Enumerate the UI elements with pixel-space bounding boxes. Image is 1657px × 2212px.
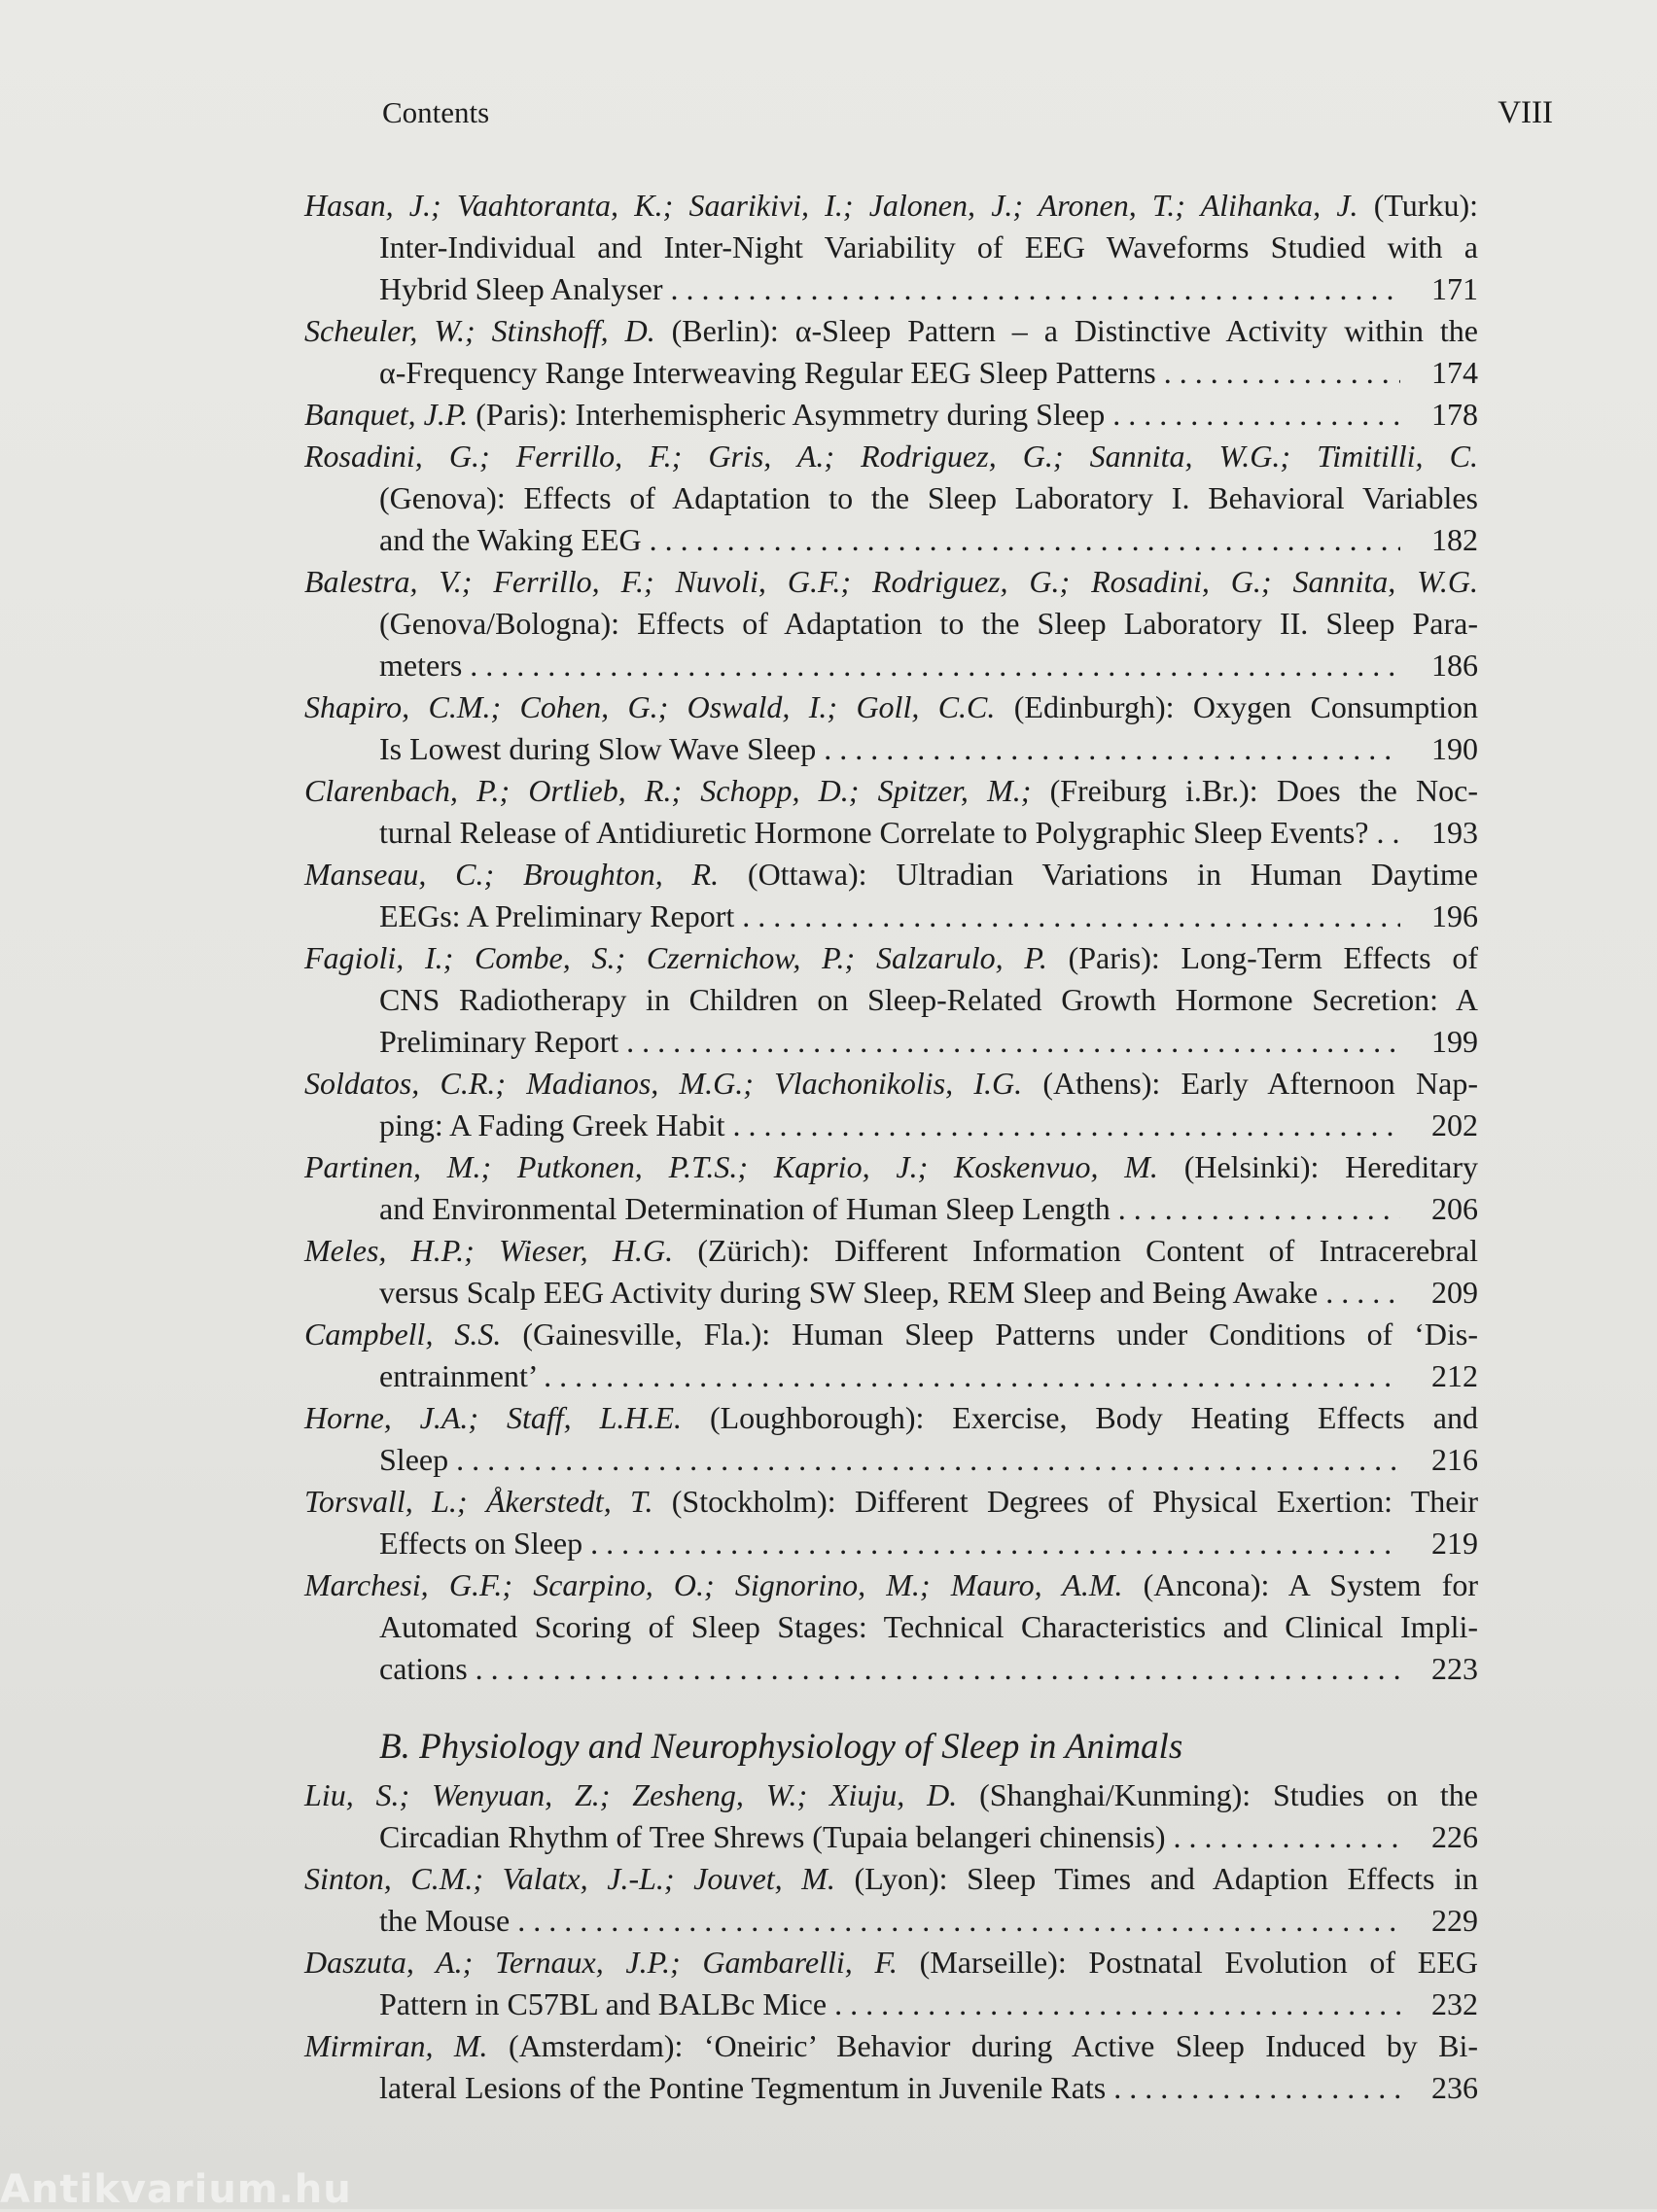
entry-last-text: the Mouse . . . [379,1900,1400,1942]
entry-last-line [304,1984,1478,2025]
entry-title-start: (Zürich): Different Information Content of Intracerebral [673,1233,1478,1268]
entry-first-line [304,937,1478,979]
entry-title-start: (Shanghai/Kunming): Studies on the [957,1777,1479,1812]
running-head-label: Contents [382,95,490,129]
entry-first-line [304,1858,1478,1900]
entry-first-line [304,2025,1478,2067]
entry-first-line [304,561,1478,603]
entry-first-line [304,770,1478,812]
entry-page-number: 199 [1431,1024,1478,1059]
toc-entry [304,937,1478,1063]
entry-authors: Partinen, M.; Putkonen, P.T.S.; Kaprio, J.; Koskenvuo, M. [304,1149,1158,1184]
entry-continuation-text: Inter-Individual and Inter-Night Variability of EEG Waveforms Studied with a [379,229,1478,264]
entry-last-text: α-Frequency Range Interweaving Regular EEG Sleep Patterns . . . [379,352,1400,394]
entry-title-start: (Amsterdam): ‘Oneiric’ Behavior during Active Sleep Induced by Bi- [487,2028,1479,2063]
entry-authors: Balestra, V.; Ferrillo, F.; Nuvoli, G.F.; Rodriguez, G.; Rosadini, G.; Sannita, W.G. [304,564,1478,599]
toc-entry [304,854,1478,937]
entry-page-number: 193 [1431,815,1478,850]
table-of-contents [304,185,1478,2109]
entry-title-start: (Paris): Long-Term Effects of [1046,940,1479,975]
entry-title-start: (Marseille): Postnatal Evolution of EEG [897,1945,1479,1980]
entry-last-text: ping: A Fading Greek Habit . . . [379,1105,1400,1146]
entry-authors: Fagioli, I.; Combe, S.; Czernichow, P.; Salzarulo, P. [304,940,1047,975]
entry-last-line [304,352,1478,394]
entry-last-line [304,1272,1478,1314]
entry-last-text: Effects on Sleep . . . [379,1523,1400,1564]
entry-first-line-text [304,1564,1478,1606]
entry-title-start: (Freiburg i.Br.): Does the Noc- [1031,773,1479,808]
entry-title-start: (Gainesville, Fla.): Human Sleep Patterns under Conditions of ‘Dis- [501,1317,1479,1352]
entry-last-line [304,1523,1478,1564]
entry-last-line [304,1648,1478,1690]
entry-first-line-text [304,937,1478,979]
entry-page-number: 182 [1431,522,1478,557]
entry-title-start: (Ottawa): Ultradian Variations in Human Daytime [719,857,1479,892]
entry-authors: Scheuler, W.; Stinshoff, D. [304,313,655,348]
entry-first-line [304,1063,1478,1105]
entry-continuation-line [304,603,1478,645]
entry-authors: Sinton, C.M.; Valatx, J.-L.; Jouvet, M. [304,1861,835,1896]
entry-first-line-text [304,1858,1478,1900]
entry-last-text: meters . . . [379,645,1400,686]
page-folio: VIII [1498,95,1553,130]
entry-last-line [304,812,1478,854]
entry-authors: Horne, J.A.; Staff, L.H.E. [304,1400,683,1435]
section-heading-b: B. Physiology and Neurophysiology of Sleep in Animals [379,1727,1183,1767]
entry-title-start: (Loughborough): Exercise, Body Heating Effects and [682,1400,1479,1435]
entry-authors: Liu, S.; Wenyuan, Z.; Zesheng, W.; Xiuju, D. [304,1777,958,1812]
entry-first-line [304,1230,1478,1272]
entry-last-line [304,2067,1478,2109]
toc-entry [304,1063,1478,1146]
entry-page-number: 171 [1431,271,1478,306]
toc-entry [304,1397,1478,1481]
entry-last-text: lateral Lesions of the Pontine Tegmentum in Juvenile Rats . . . [379,2067,1400,2109]
entry-last-line [304,728,1478,770]
entry-page-number: 202 [1431,1107,1478,1142]
toc-entry [304,1230,1478,1314]
entry-last-line [304,895,1478,937]
entry-last-text: entrainment’ . . . [379,1355,1400,1397]
entry-authors: Hasan, J.; Vaahtoranta, K.; Saarikivi, I.; Jalonen, J.; Aronen, T.; Alihanka, J. [304,188,1358,223]
entry-first-line-text [304,394,1400,436]
entry-last-text: cations . . . [379,1648,1400,1690]
entry-page-number: 236 [1431,2070,1478,2105]
entry-title-start: (Stockholm): Different Degrees of Physical Exertion: Their [652,1484,1479,1519]
watermark: Antikvarium.hu [0,2167,352,2212]
entry-first-line-text [304,1481,1478,1523]
entry-last-text: versus Scalp EEG Activity during SW Sleep, REM Sleep and Being Awake . . . [379,1272,1400,1314]
entry-last-text: Pattern in C57BL and BALBc Mice . . . [379,1984,1400,2025]
entry-page-number: 216 [1431,1442,1478,1477]
entry-page-number: 206 [1431,1191,1478,1226]
entry-page-number: 186 [1431,648,1478,683]
entry-authors: Torsvall, L.; Åkerstedt, T. [304,1484,653,1519]
entry-page-number: 229 [1431,1903,1478,1938]
toc-entries-section-a [304,185,1478,1690]
entry-first-line-text [304,770,1478,812]
entry-last-text: Is Lowest during Slow Wave Sleep . . . [379,728,1400,770]
entry-page-number: 223 [1431,1651,1478,1686]
entry-authors: Campbell, S.S. [304,1317,502,1352]
toc-entry [304,1942,1478,2025]
entry-page-number: 212 [1431,1358,1478,1393]
entry-first-line-text [304,310,1478,352]
entry-continuation-line [304,477,1478,519]
entry-authors: Clarenbach, P.; Ortlieb, R.; Schopp, D.; Spitzer, M.; [304,773,1032,808]
toc-entry [304,394,1478,436]
entry-last-line [304,1439,1478,1481]
entry-last-text: Preliminary Report . . . [379,1021,1400,1063]
entry-last-text: Circadian Rhythm of Tree Shrews (Tupaia belangeri chinensis) . . . [379,1816,1400,1858]
entry-last-line [304,1188,1478,1230]
toc-entry [304,686,1478,770]
entry-title-start: (Turku): [1357,188,1479,223]
entry-page-number: 174 [1431,355,1478,390]
entry-last-line [304,1355,1478,1397]
entry-title-start: (Lyon): Sleep Times and Adaption Effects in [834,1861,1479,1896]
entry-title-start: (Ancona): A System for [1122,1567,1478,1602]
entry-last-line [304,1816,1478,1858]
entry-last-line [304,268,1478,310]
entry-last-text: and Environmental Determination of Human Sleep Length . . . [379,1188,1400,1230]
toc-entry [304,1146,1478,1230]
entry-page-number: 190 [1431,731,1478,766]
entry-continuation-line [304,1606,1478,1648]
entry-first-line-text [304,2025,1478,2067]
entry-first-line-text [304,1314,1478,1355]
entry-last-line [304,1105,1478,1146]
entry-page-number: 219 [1431,1526,1478,1561]
entry-continuation-text: (Genova): Effects of Adaptation to the Sleep Laboratory I. Behavioral Variables [379,480,1478,515]
entry-authors: Meles, H.P.; Wieser, H.G. [304,1233,674,1268]
entry-first-line-text [304,1063,1478,1105]
entry-authors: Daszuta, A.; Ternaux, J.P.; Gambarelli, F. [304,1945,898,1980]
entry-authors: Marchesi, G.F.; Scarpino, O.; Signorino, M.; Mauro, A.M. [304,1567,1123,1602]
toc-entry [304,1564,1478,1690]
entry-last-line [304,1021,1478,1063]
entry-first-line [304,1314,1478,1355]
entry-authors: Rosadini, G.; Ferrillo, F.; Gris, A.; Rodriguez, G.; Sannita, W.G.; Timitilli, C. [304,439,1478,474]
entry-authors: Mirmiran, M. [304,2028,488,2063]
toc-entry [304,561,1478,686]
entry-authors: Banquet, J.P. [304,397,469,432]
entry-page-number: 196 [1431,898,1478,933]
entry-title-start: (Helsinki): Hereditary [1157,1149,1479,1184]
entry-first-line-text [304,1230,1478,1272]
entry-last-text: turnal Release of Antidiuretic Hormone Correlate to Polygraphic Sleep Events? . . . [379,812,1400,854]
entry-first-line [304,1774,1478,1816]
entry-last-text: and the Waking EEG . . . [379,519,1400,561]
toc-entry [304,1774,1478,1858]
entry-first-line-text [304,185,1478,227]
entry-first-line [304,436,1478,477]
entry-first-line-text [304,436,1478,477]
entry-page-number: 226 [1431,1819,1478,1854]
entry-first-line [304,185,1478,227]
entry-page-number: 178 [1431,397,1478,432]
entry-last-line [304,1900,1478,1942]
entry-continuation-line [304,227,1478,268]
entry-first-line-text [304,1774,1478,1816]
entry-continuation-text: (Genova/Bologna): Effects of Adaptation to the Sleep Laboratory II. Sleep Para- [379,606,1478,641]
entry-continuation-text: Automated Scoring of Sleep Stages: Technical Characteristics and Clinical Impli- [379,1609,1478,1644]
entry-title-start: (Berlin): α-Sleep Pattern – a Distinctive Activity within the [654,313,1479,348]
entry-first-line-text [304,1942,1478,1984]
entry-first-line [304,1564,1478,1606]
toc-entry [304,1314,1478,1397]
entry-first-line [304,1942,1478,1984]
toc-entry [304,2025,1478,2109]
entry-first-line [304,854,1478,895]
entry-first-line [304,1397,1478,1439]
entry-continuation-line [304,979,1478,1021]
entry-title-start: (Athens): Early Afternoon Nap- [1022,1066,1479,1101]
entry-first-line [304,310,1478,352]
entry-page-number: 209 [1431,1275,1478,1310]
entry-title-start: (Paris): Interhemispheric Asymmetry during Sleep [468,397,1106,432]
entry-first-line-text [304,1146,1478,1188]
toc-entry [304,185,1478,310]
entry-first-line-text [304,854,1478,895]
entry-last-line [304,645,1478,686]
toc-entry [304,310,1478,394]
toc-entry [304,770,1478,854]
entry-last-text: Hybrid Sleep Analyser . . . [379,268,1400,310]
toc-entry [304,1858,1478,1942]
entry-first-line-text [304,686,1478,728]
entry-first-line [304,1146,1478,1188]
entry-first-line [304,686,1478,728]
toc-entries-section-b [304,1774,1478,2109]
toc-entry [304,1481,1478,1564]
entry-page-number: 232 [1431,1986,1478,2021]
entry-title-start: (Edinburgh): Oxygen Consumption [995,689,1479,724]
entry-first-line [304,394,1478,436]
entry-authors: Shapiro, C.M.; Cohen, G.; Oswald, I.; Goll, C.C. [304,689,996,724]
entry-first-line-text [304,561,1478,603]
entry-continuation-text: CNS Radiotherapy in Children on Sleep-Related Growth Hormone Secretion: A [379,982,1478,1017]
entry-authors: Soldatos, C.R.; Madianos, M.G.; Vlachonikolis, I.G. [304,1066,1023,1101]
entry-first-line-text [304,1397,1478,1439]
entry-first-line [304,1481,1478,1523]
entry-last-line [304,519,1478,561]
entry-last-text: Sleep . . . [379,1439,1400,1481]
toc-entry [304,436,1478,561]
entry-authors: Manseau, C.; Broughton, R. [304,857,720,892]
entry-last-text: EEGs: A Preliminary Report . . . [379,895,1400,937]
